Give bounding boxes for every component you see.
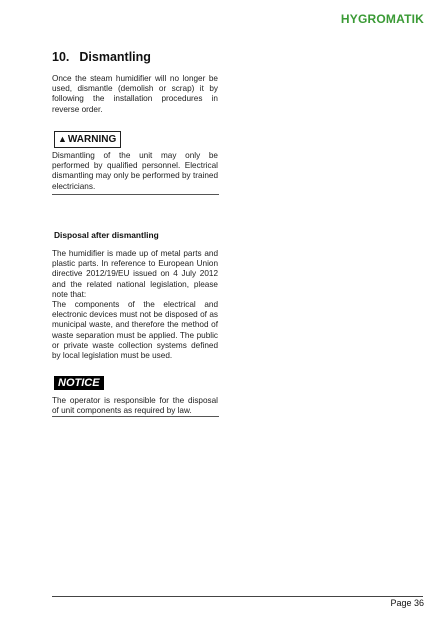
page-number: Page 36 [390, 598, 424, 608]
disposal-paragraph-1: The humidifier is made up of metal parts and plastic parts. In reference to European Union directive 2012/19/EU issued on 4 July 2012 and the related national legislation, please note that: [52, 249, 218, 299]
section-heading [52, 50, 151, 64]
notice-text: The operator is responsible for the disposal of unit components as required by law. [52, 396, 218, 416]
disposal-heading: Disposal after dismantling [54, 230, 159, 240]
section-number: 10. [52, 50, 70, 64]
warning-divider [52, 194, 219, 195]
intro-paragraph: Once the steam humidifier will no longer be used, dismantle (demolish or scrap) it by following the installation procedures in reverse order. [52, 74, 218, 114]
disposal-paragraph-2: The components of the electrical and electronic devices must not be disposed of as municipal waste, and therefore the method of waste separation must be applied. The public or private waste collection systems defined by local legislation must be used. [52, 300, 218, 361]
warning-triangle-icon: ▲ [58, 134, 67, 144]
warning-label-text: WARNING [67, 134, 117, 145]
brand-logo [341, 12, 424, 26]
section-title: Dismantling [79, 50, 151, 64]
footer-divider [52, 596, 423, 597]
brand-logo-text: HYGROMATIK [340, 12, 424, 26]
notice-divider [52, 416, 219, 417]
warning-text: Dismantling of the unit may only be performed by qualified personnel. Electrical dismantling may only be performed by trained electricians. [52, 151, 218, 191]
warning-label [54, 131, 121, 148]
notice-label: NOTICE [54, 376, 104, 390]
